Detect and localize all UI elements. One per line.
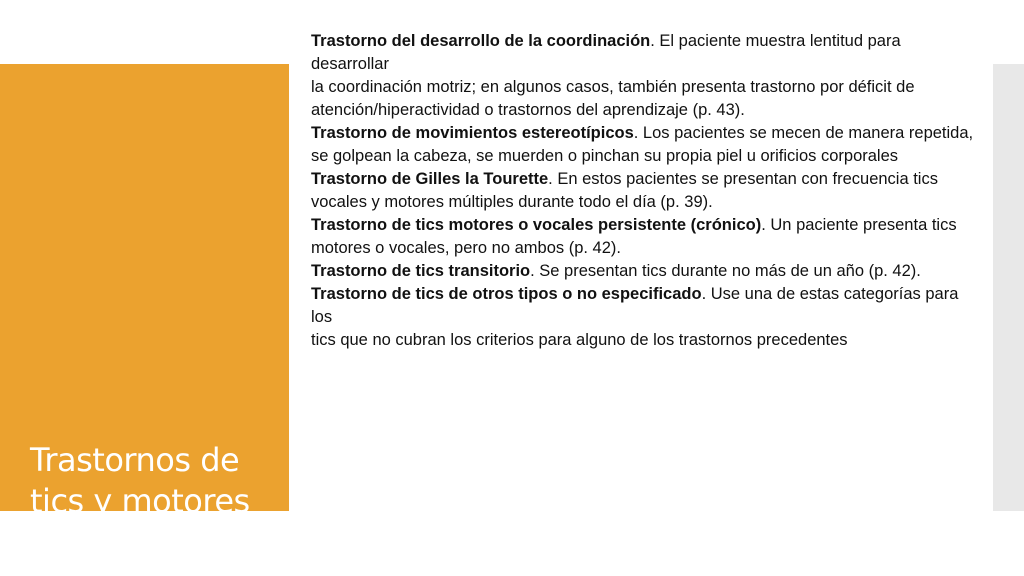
disorder-entry (311, 214, 983, 260)
entry-line: se golpean la cabeza, se muerden o pinchan su propia piel u orificios corporales (311, 147, 899, 165)
slide-title: Trastornos de tics y motores (30, 441, 250, 520)
disorder-entry (311, 260, 983, 283)
side-accent-bar (993, 64, 1024, 511)
disorder-term: Trastorno de tics motores o vocales persistente (crónico) (311, 216, 762, 234)
disorder-term: Trastorno de tics de otros tipos o no especificado (311, 285, 702, 303)
disorder-entry (311, 30, 983, 122)
entry-line: la coordinación motriz; en algunos casos, también presenta trastorno por déficit de (311, 78, 915, 96)
disorder-description: . Un paciente presenta tics (761, 216, 957, 234)
disorder-description: . Los pacientes se mecen de manera repetida, (633, 124, 974, 142)
entry-first-line (311, 260, 983, 283)
disorder-term: Trastorno de movimientos estereotípicos (311, 124, 634, 142)
disorder-description: . En estos pacientes se presentan con frecuencia tics (548, 170, 938, 188)
slide-body (311, 30, 983, 352)
disorder-description: . Se presentan tics durante no más de un año (p. 42). (530, 262, 921, 280)
entry-first-line (311, 168, 983, 191)
entry-first-line (311, 214, 983, 237)
disorder-description: . El paciente muestra lentitud para desarrollar (311, 32, 901, 73)
entry-first-line (311, 283, 983, 329)
title-panel (0, 64, 289, 520)
disorder-description: . Use una de estas categorías para los (311, 285, 959, 326)
entry-first-line (311, 30, 983, 76)
disorder-term: Trastorno de tics transitorio (311, 262, 531, 280)
disorder-term: Trastorno del desarrollo de la coordinación (311, 32, 651, 50)
disorder-term: Trastorno de Gilles la Tourette (311, 170, 549, 188)
disorder-entry (311, 168, 983, 214)
entry-line: motores o vocales, pero no ambos (p. 42). (311, 239, 621, 257)
disorder-entry (311, 283, 983, 352)
entry-line: vocales y motores múltiples durante todo el día (p. 39). (311, 193, 713, 211)
entry-line: atención/hiperactividad o trastornos del aprendizaje (p. 43). (311, 101, 745, 119)
disorder-entry (311, 122, 983, 168)
entry-line: tics que no cubran los criterios para alguno de los trastornos precedentes (311, 331, 848, 349)
entry-first-line (311, 122, 983, 145)
